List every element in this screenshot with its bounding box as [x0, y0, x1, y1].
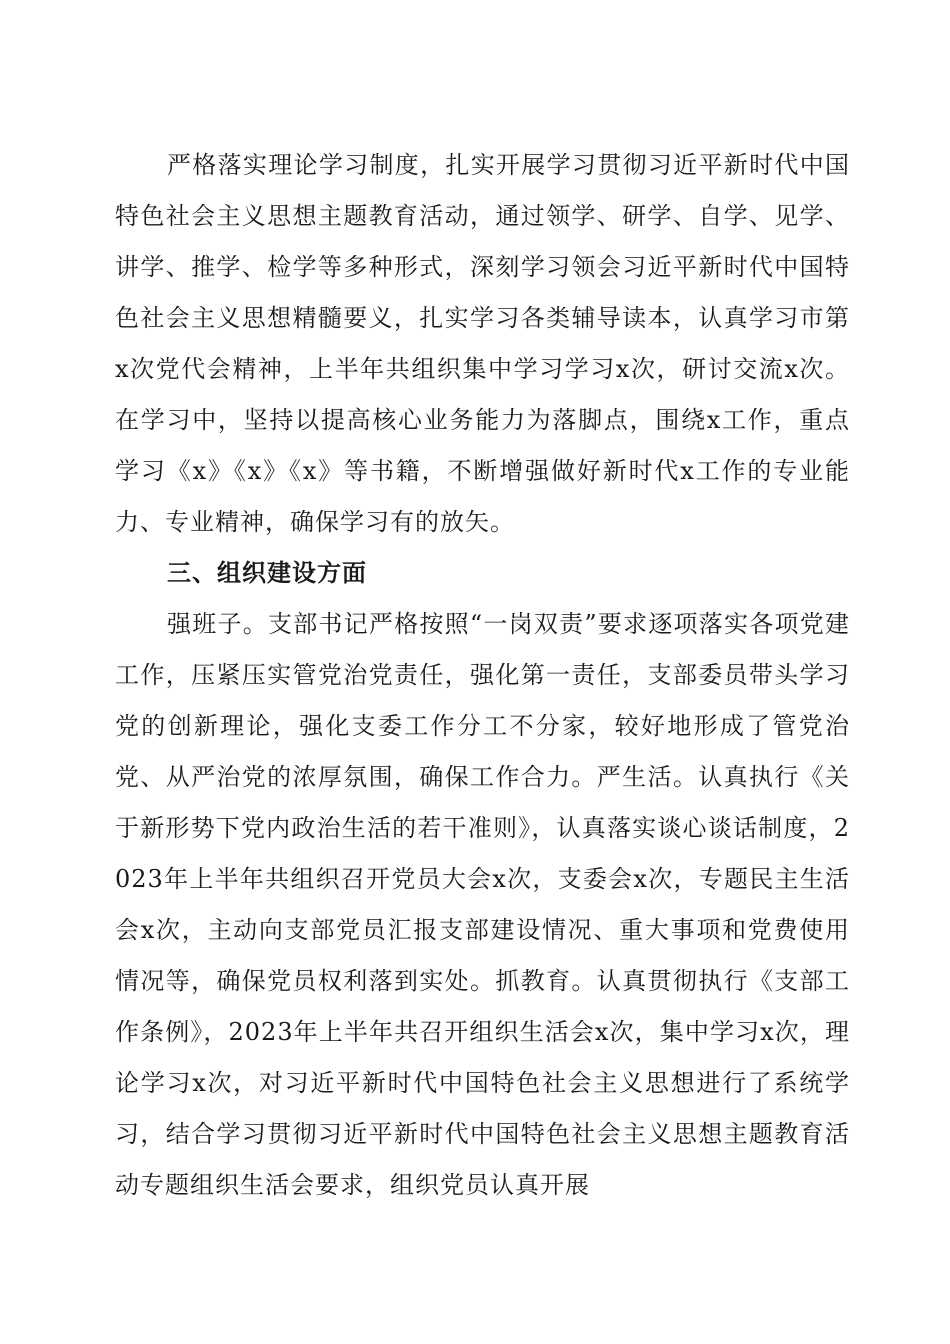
section-heading-organization: 三、组织建设方面 — [167, 559, 367, 587]
paragraph-theory-study: 严格落实理论学习制度，扎实开展学习贯彻习近平新时代中国特色社会主义思想主题教育活动，通过领学、研学、自学、见学、讲学、推学、检学等多种形式，深刻学习领会习近平新时代中国特色社会主义思想精髓要义，扎实学习各类辅导读本，认真学习市第x次党代会精神，上半年共组织集中学习学习x次，研讨交流x次。在学习中，坚持以提高核心业务能力为落脚点，围绕x工作，重点学习《x》《x》《x》等书籍，不断增强做好新时代x工作的专业能力、专业精神，确保学习有的放矢。 — [115, 151, 850, 536]
document-body — [115, 140, 850, 1211]
paragraph-organization-building: 强班子。支部书记严格按照“一岗双责”要求逐项落实各项党建工作，压紧压实管党治党责任，强化第一责任，支部委员带头学习党的创新理论，强化支委工作分工不分家，较好地形成了管党治党、从严治党的浓厚氛围，确保工作合力。严生活。认真执行《关于新形势下党内政治生活的若干准则》，认真落实谈心谈话制度，2023年上半年共组织召开党员大会x次，支委会x次，专题民主生活会x次，主动向支部党员汇报支部建设情况、重大事项和党费使用情况等，确保党员权利落到实处。抓教育。认真贯彻执行《支部工作条例》，2023年上半年共召开组织生活会x次，集中学习x次，理论学习x次，对习近平新时代中国特色社会主义思想进行了系统学习，结合学习贯彻习近平新时代中国特色社会主义思想主题教育活动专题组织生活会要求，组织党员认真开展 — [115, 610, 850, 1199]
